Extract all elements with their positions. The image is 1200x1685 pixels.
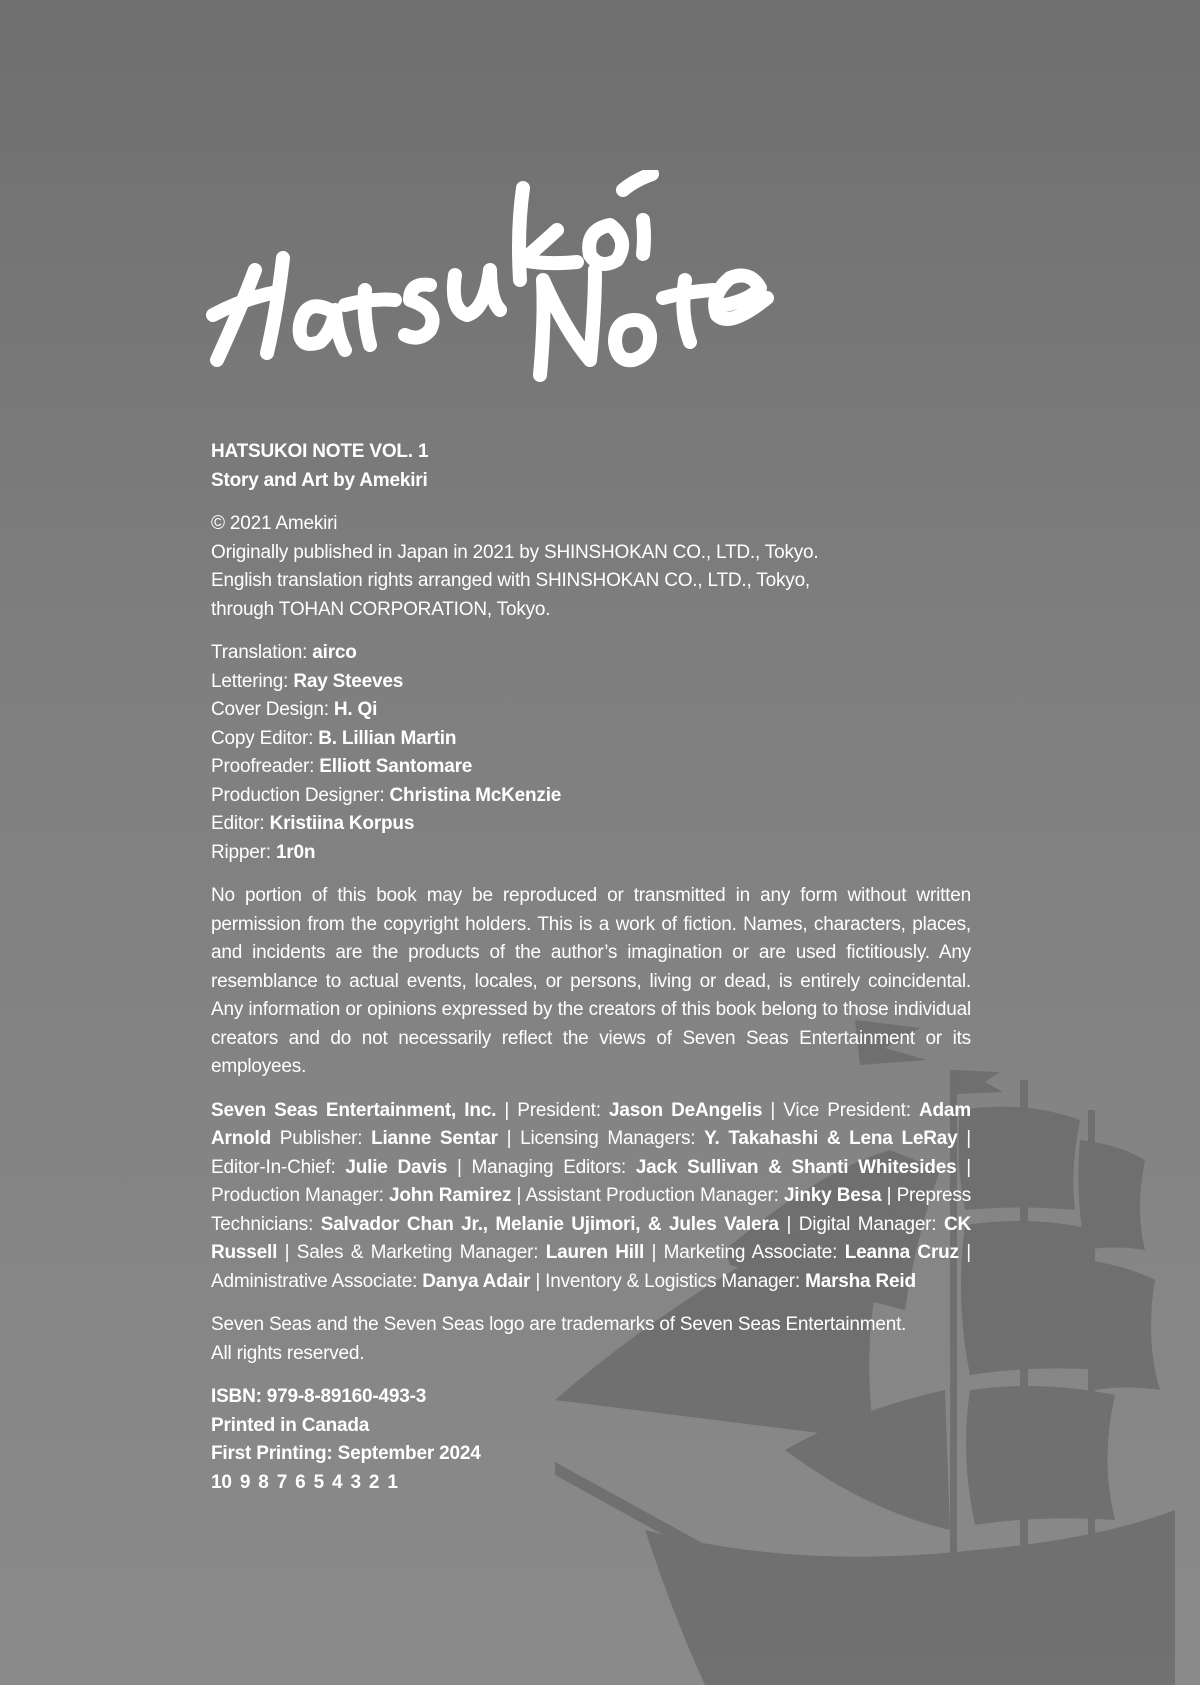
title-block — [211, 438, 971, 495]
original-publication-line: Originally published in Japan in 2021 by SHINSHOKAN CO., LTD., Tokyo. — [211, 541, 819, 563]
printing-block — [211, 1383, 971, 1497]
rights-reserved-line: All rights reserved. — [211, 1342, 365, 1364]
first-printing: First Printing: September 2024 — [211, 1443, 481, 1464]
copyright-block — [211, 510, 971, 624]
credit-translation: Translation: airco — [211, 642, 357, 663]
credits-list — [211, 639, 971, 867]
printer-key: 10 9 8 7 6 5 4 3 2 1 — [211, 1471, 398, 1493]
credit-copy-editor: Copy Editor: B. Lillian Martin — [211, 727, 457, 749]
credit-editor: Editor: Kristiina Korpus — [211, 813, 415, 834]
credit-lettering: Lettering: Ray Steeves — [211, 670, 404, 692]
staff-paragraph: Seven Seas Entertainment, Inc. | President: Jason DeAngelis | Vice President: Adam Arnold Publisher: Lianne Sentar | Licensing Managers: Y. Takahashi & Lena LeRay | Editor-In-Chief: Julie Davis | Managing Editors: Jack Sullivan & Shanti Whitesides | Production Manager: John Ramirez | Assistant Production Manager: Jinky Besa | Prepress Technicians: Salvador Chan Jr., Melanie Ujimori, & Jules Valera | Digital Manager: CK Russell | Sales & Marketing Manager: Lauren Hill | Marketing Associate: Leanna Cruz | Administrative Associate: Danya Adair | Inventory & Logistics Manager: Marsha Reid — [211, 1099, 972, 1292]
disclaimer-paragraph: No portion of this book may be reproduced or transmitted in any form without written permission from the copyright holders. This is a work of fiction. Names, characters, places, and incidents are the products of the author’s imagination or are used fictitiously. Any resemblance to actual events, locales, or persons, living or dead, is entirely coincidental. Any information or opinions expressed by the creators of this book belong to those individual creators and do not necessarily reflect the views of Seven Seas Entertainment or its employees. — [211, 885, 971, 1077]
credit-ripper: Ripper: 1r0n — [211, 841, 316, 863]
printed-in: Printed in Canada — [211, 1414, 370, 1436]
isbn: ISBN: 979-8-89160-493-3 — [211, 1386, 427, 1407]
byline: Story and Art by Amekiri — [211, 469, 428, 491]
copyright-line: © 2021 Amekiri — [211, 513, 338, 534]
trademark-line: Seven Seas and the Seven Seas logo are trademarks of Seven Seas Entertainment. — [211, 1314, 907, 1335]
translation-rights-line: English translation rights arranged with SHINSHOKAN CO., LTD., Tokyo, — [211, 570, 811, 591]
book-title: HATSUKOI NOTE VOL. 1 — [211, 441, 429, 462]
trademark-block — [211, 1311, 971, 1368]
credit-production-designer: Production Designer: Christina McKenzie — [211, 784, 562, 806]
agency-line: through TOHAN CORPORATION, Tokyo. — [211, 598, 551, 620]
hatsukoi-note-logo — [205, 170, 835, 420]
credit-proofreader: Proofreader: Elliott Santomare — [211, 756, 473, 777]
credit-cover-design: Cover Design: H. Qi — [211, 699, 378, 720]
colophon-text — [211, 438, 971, 1512]
